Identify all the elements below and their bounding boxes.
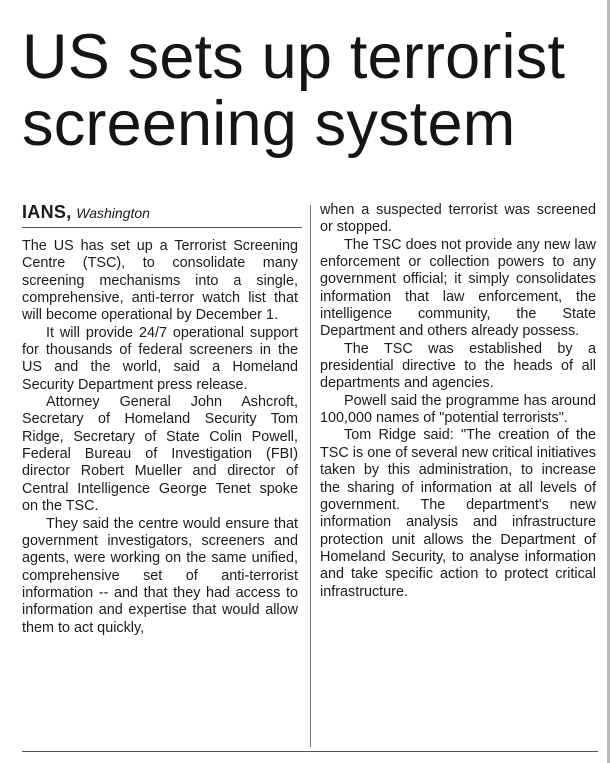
paragraph-support: It will provide 24/7 operational support for thousands of federal screeners in the US and the world, said a Homeland Security Department press release. xyxy=(22,324,298,393)
right-column xyxy=(320,202,596,601)
paragraph-names: Powell said the programme has around 100,000 names of "potential terrorists". xyxy=(320,392,596,427)
column-divider xyxy=(310,205,311,747)
byline-rule xyxy=(22,227,302,228)
paragraph-officials: Attorney General John Ashcroft, Secretary of Homeland Security Tom Ridge, Secretary of State Colin Powell, Federal Bureau of Investigation (FBI) director Robert Mueller and director of Central Intelligence George Tenet spoke on the TSC. xyxy=(22,394,298,515)
paragraph-powers: The TSC does not provide any new law enforcement or collection powers to any government official; it simply consolidates information that law enforcement, the intelligence community, the State Department and others already possess. xyxy=(320,236,596,340)
headline-line-1: US sets up terrorist xyxy=(22,22,566,92)
byline xyxy=(22,200,150,225)
headline-line-2: screening system xyxy=(22,89,516,159)
paragraph-centre: They said the centre would ensure that government investigators, screeners and agents, were working on the same unified, comprehensive set of anti-terrorist information -- and that they had access to information and expertise that would allow them to act quickly, xyxy=(22,515,298,636)
bottom-rule xyxy=(22,751,598,752)
left-column xyxy=(22,238,298,637)
byline-agency: IANS, xyxy=(22,202,72,222)
byline-place: Washington xyxy=(76,205,150,221)
paragraph-continued: when a suspected terrorist was screened or stopped. xyxy=(320,202,596,236)
headline xyxy=(22,24,602,158)
paragraph-directive: The TSC was established by a presidential directive to the heads of all departments and agencies. xyxy=(320,340,596,392)
paragraph-intro: The US has set up a Terrorist Screening Centre (TSC), to consolidate many screening mechanisms into a single, comprehensive, anti-terror watch list that will become operational by December 1. xyxy=(22,238,298,324)
paragraph-ridge-quote: Tom Ridge said: "The creation of the TSC is one of several new critical initiatives taken by this administration, to increase the sharing of information at all levels of government. The department's new information analysis and infrastructure protection unit allows the Department of Homeland Security, to analyse information and take specific action to protect critical infrastructure. xyxy=(320,427,596,600)
